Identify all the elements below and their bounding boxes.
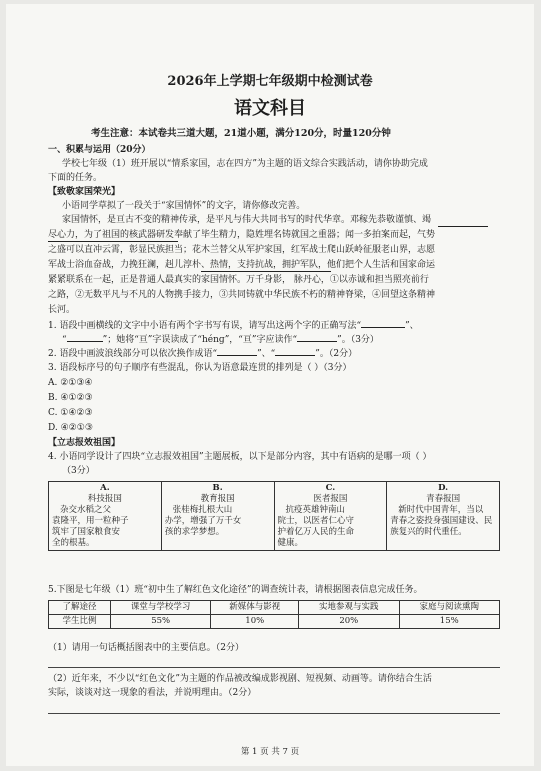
passage-line-3: 之盛可以直冲云霄，彰显民族担当；花木兰替父从军护家国，红军战士爬山跃岭征服老山界，志愿 xyxy=(48,245,436,255)
board-c-letter: C. xyxy=(325,483,336,493)
board-b-line: 孩的求学梦想。 xyxy=(164,527,225,537)
survey-value-cell: 15% xyxy=(399,615,499,629)
intro-line-2: 下面的任务。 xyxy=(48,173,103,183)
board-d-letter: D. xyxy=(438,483,449,493)
board-d xyxy=(387,482,500,551)
passage-underline-3 xyxy=(201,271,331,272)
survey-header-cell: 实地参观与实践 xyxy=(299,601,399,615)
q1-text-d: ”；她将“亘”字误读成了“hénɡ”，“亘”字应读作“ xyxy=(102,335,298,345)
q4-line-2: （3分） xyxy=(62,466,95,476)
survey-value-cell: 20% xyxy=(299,615,399,629)
board-c-title: 医者报国 xyxy=(313,494,348,504)
board-c-line: 健康。 xyxy=(277,538,304,548)
q2-text-b: ”、“ xyxy=(257,349,276,359)
q2-text: 2. 语段中画波浪线部分可以依次换作成语“ xyxy=(48,349,218,359)
q1-text-c: “ xyxy=(62,335,67,345)
passage-underline-1 xyxy=(438,226,488,227)
q5-part-2-line-1: （2）近年来，不少以“红色文化”为主题的作品被改编成影视剧、短视频、动画等。请你结合生活 xyxy=(48,674,432,684)
q1-line-1 xyxy=(48,320,419,332)
passage-line-7: 长河。 xyxy=(48,305,76,315)
survey-header-cell: 了解途径 xyxy=(49,601,111,615)
q4-line-1: 4. 小语同学设计了四块“立志报效祖国”主题展板，以下是部分内容，其中有语病的是哪一项（ ） xyxy=(48,452,432,462)
passage-line-6: 之路，②无数平凡与不凡的人物携手接力，③共同铸就中华民族不朽的精神脊梁，④回望这条精神 xyxy=(48,290,436,300)
q3-option-c: C. ①④②③ xyxy=(48,408,93,418)
answer-line-1 xyxy=(48,667,500,668)
q1-text-e: ”。（3分） xyxy=(337,335,379,345)
survey-header-cell: 新媒体与影视 xyxy=(211,601,299,615)
exam-page xyxy=(6,4,534,766)
part-heading-1: 【致敬家国荣光】 xyxy=(48,187,121,197)
board-a-line: 全的根基。 xyxy=(52,538,95,548)
board-a-line: 筑牢了国家粮食安 xyxy=(52,527,121,537)
board-b-letter: B. xyxy=(212,483,223,493)
board-a-letter: A. xyxy=(100,483,110,493)
q5-part-2-line-2: 实际，谈谈对这一现象的看法，并说明理由。（2分） xyxy=(48,688,257,698)
q5-text: 5.下图是七年级（1）班“初中生了解红色文化途径”的调查统计表，请根据图表信息完成任务。 xyxy=(48,585,423,595)
q3-option-d: D. ④②①③ xyxy=(48,423,93,433)
board-c xyxy=(274,482,387,551)
page-footer: 第 1 页 共 7 页 xyxy=(240,747,300,757)
passage-line-2: 尽心力，为了祖国的核武器研发奉献了毕生精力，隐姓埋名铸就国之重器；闻一多拍案而起，气势 xyxy=(48,230,436,240)
board-d-line: 新时代中国青年，当以 xyxy=(398,505,484,515)
passage-lead: 小语同学草拟了一段关于“家国情怀”的文字，请你修改完善。 xyxy=(62,201,306,211)
boards-table xyxy=(48,481,500,551)
section-heading: 一、积累与运用（20分） xyxy=(48,145,151,155)
board-c-line: 护着亿万人民的生命 xyxy=(277,527,355,537)
board-c-line: 院士，以医者仁心守 xyxy=(277,516,355,526)
q3-text: 3. 语段标序号的句子顺序有些混乱，你认为语意最连贯的排列是（ ）（3分） xyxy=(48,363,352,373)
survey-value-cell: 学生比例 xyxy=(49,615,111,629)
q1-text-b: ”、 xyxy=(405,321,419,331)
passage-line-4: 军战士浴血奋战，力挽狂澜，赳儿淳朴、热情，支持抗战，拥护军队，他们把个人生活和国家命运 xyxy=(48,260,436,270)
board-d-title: 青春报国 xyxy=(426,494,461,504)
board-b-title: 教育报国 xyxy=(200,494,235,504)
board-a xyxy=(49,482,162,551)
survey-value-cell: 10% xyxy=(211,615,299,629)
survey-header-cell: 课堂与学校学习 xyxy=(110,601,210,615)
exam-notice: 考生注意：本试卷共三道大题，21道小题，满分120分，时量120分钟 xyxy=(91,128,391,139)
q3-option-b: B. ④①②③ xyxy=(48,393,93,403)
q2-text-c: ”。（2分） xyxy=(315,349,358,359)
passage-line-1: 家国情怀，是亘古不变的精神传承，是平凡与伟大共同书写的时代华章。邓稼先恭敬谨慎、竭 xyxy=(62,215,432,225)
board-d-line: 族复兴的时代重任。 xyxy=(390,527,467,537)
passage-underline-2 xyxy=(48,241,178,242)
board-a-line: 杂交水稻之父 xyxy=(60,505,112,515)
answer-line-2 xyxy=(48,713,500,714)
board-c-line: 抗疫英雄钟南山 xyxy=(285,505,346,515)
board-d-line: 青春之姿投身强国建设、民 xyxy=(390,516,493,526)
q5-part-1: （1）请用一句话概括图表中的主要信息。（2分） xyxy=(48,643,244,653)
q2-line xyxy=(48,348,357,360)
q1-line-2 xyxy=(62,334,379,346)
q1-text-a: 1. 语段中画横线的文字中小语有两个字书写有误，请写出这两个字的正确写法“ xyxy=(48,321,362,331)
survey-value-cell: 55% xyxy=(110,615,210,629)
board-b-line: 张桂梅扎根大山 xyxy=(172,505,233,515)
exam-title: 2026年上学期七年级期中检测试卷 xyxy=(167,74,373,89)
board-a-title: 科技报国 xyxy=(87,494,122,504)
q3-option-a: A. ②①③④ xyxy=(48,378,93,388)
board-b-line: 办学，增强了万千女 xyxy=(164,516,242,526)
board-b xyxy=(161,482,274,551)
passage-line-5: 紧紧联系在一起，正是普通人最真实的家国情怀。万千身影， 脉丹心，①以赤诚和担当照亮前行 xyxy=(48,275,429,285)
survey-header-cell: 家庭与阅读熏陶 xyxy=(399,601,499,615)
survey-table xyxy=(48,600,500,629)
subject-title: 语文科目 xyxy=(234,98,306,119)
intro-line-1: 学校七年级（1）班开展以“情系家国，志在四方”为主题的语文综合实践活动，请你协助完成 xyxy=(62,159,428,169)
part-heading-2: 【立志报效祖国】 xyxy=(48,438,121,448)
board-a-line: 袁隆平，用一粒种子 xyxy=(52,516,129,526)
